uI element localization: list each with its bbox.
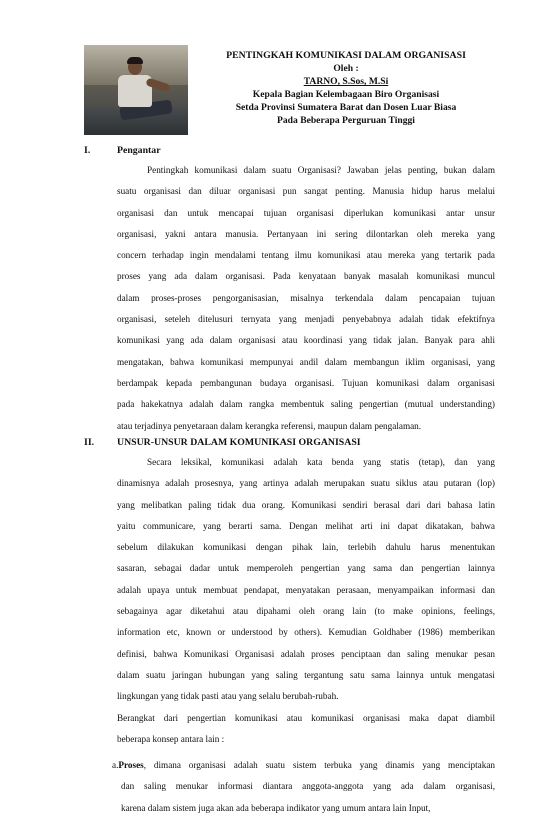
text-line: Secara leksikal, komunikasi adalah kata benda yang statis (tetap), dan yang — [147, 457, 495, 467]
list-term: Proses — [118, 760, 144, 770]
text-line: organisasi, yakni antara manusia. Pertanyaan ini sering dilontarkan oleh mereka yang — [117, 228, 495, 239]
section-1-title: Pengantar — [117, 145, 161, 156]
text-line: dan saling menukar informasi diantara anggota-anggota yang ada dalam organisasi, — [121, 781, 495, 792]
text-line: dinamisnya adalah prosesnya, yang artinya adalah merupakan suatu siklus atau putaran (lop) — [117, 478, 495, 489]
text-line: komunikasi yang ada dalam organisasi atau koordinasi yang tidak jalan. Banyak para ahli — [117, 335, 495, 346]
text-line: definisi, bahwa Komunikasi Organisasi adalah proses penciptaan dan saling menukar pesan — [117, 648, 495, 659]
author-position-2: Setda Provinsi Sumatera Barat dan Dosen Luar Biasa — [235, 102, 457, 113]
section-2-number: II. — [84, 437, 95, 448]
text-line: a.Proses, dimana organisasi adalah suatu sistem terbuka yang dinamis yang menciptakan — [112, 760, 495, 770]
text-line: atau terjadinya penyetaraan dalam kerangka referensi, maupun dalam pengalaman. — [117, 420, 422, 431]
text-line: adalah upaya untuk membuat pendapat, menyatakan perasaan, menyampaikan informasi dan — [117, 584, 495, 595]
text-line: sebagainya agar diketahui atau dipahami oleh orang lain (to make opinions, feelings, — [117, 606, 495, 617]
document-title: PENTINGKAH KOMUNIKASI DALAM ORGANISASI — [226, 50, 466, 61]
document-header — [196, 49, 496, 127]
section-2-paragraph — [117, 452, 495, 708]
text-line: berdampak kepada pembangunan budaya organisasi. Tujuan komunikasi dalam organisasi — [117, 377, 495, 388]
text-line: suatu organisasi dan diluar organisasi pun sangat penting. Manusia hidup harus melalui — [117, 186, 495, 197]
by-label: Oleh : — [333, 63, 359, 74]
author-position-3: Pada Beberapa Perguruan Tinggi — [277, 115, 415, 126]
author-photo — [84, 45, 188, 135]
text-line: dalam proses-proses pengorganisasian, misalnya terkendala dalam pencapaian tujuan — [117, 292, 495, 303]
section-2-paragraph-2 — [117, 708, 495, 751]
text-line: lingkungan yang tidak pasti atau yang selalu berubah-rubah. — [117, 691, 339, 702]
section-1-paragraph — [117, 160, 495, 437]
author-position-1: Kepala Bagian Kelembagaan Biro Organisasi — [252, 89, 440, 100]
text-line: yaitu communicare, yang berarti sama. Dengan melihat arti ini dapat dikatakan, bahwa — [117, 520, 495, 531]
text-line: beberapa konsep antara lain : — [117, 734, 225, 745]
list-label: a. — [112, 760, 119, 770]
section-1-number: I. — [84, 145, 91, 156]
text-line: organisasi, seteleh ditelusuri ternyata yang menjadi penyebabnya adalah tidak efektifnya — [117, 314, 495, 325]
text-line: organisasi dan untuk mencapai tujuan organisasi diperlukan komunikasi antar unsur — [117, 207, 495, 218]
text-line: Berangkat dari pengertian komunikasi atau komunikasi organisasi maka dapat diambil — [117, 713, 495, 723]
list-item-a — [112, 755, 495, 819]
text-line: concern terhadap ingin mendalami tentang ilmu komunikasi atau mereka yang tertarik pada — [117, 250, 495, 261]
text-line: dalam suatu jaringan hubungan yang saling tergantung satu sama lainnya untuk mengatasi — [117, 669, 495, 680]
section-2-title: UNSUR-UNSUR DALAM KOMUNIKASI ORGANISASI — [117, 437, 361, 448]
text-line: proses yang ada dalam organisasi. Pada kenyataan banyak masalah komunikasi muncul — [117, 271, 495, 282]
text-line: yang melibatkan paling tidak dua orang. Komunikasi sendiri berasal dari dari bahasa latin — [117, 499, 495, 510]
text-line: mengatakan, bahwa komunikasi mempunyai andil dalam membangun iklim organisasi, yang — [117, 356, 495, 367]
text-line: sasaran, sebagai dadar untuk memperoleh pengertian yang sama dan pengertian lainnya — [117, 563, 495, 574]
photo-figure-hair — [127, 57, 143, 64]
text-line: sebelum dilakukan komunikasi dengan pihak lain, terlebih dahulu harus menentukan — [117, 542, 495, 553]
author-name: TARNO, S.Sos, M.Si — [303, 76, 389, 87]
text-line: information etc, known or understood by others). Kemudian Goldhaber (1986) memberikan — [117, 627, 495, 638]
text-line: Pentingkah komunikasi dalam suatu Organisasi? Jawaban jelas penting, bukan dalam — [147, 165, 495, 175]
text-line: pada hakekatnya adalah dalam rangka membentuk saling pengertian (mutual understanding) — [117, 399, 495, 410]
text-line: karena dalam sistem juga akan ada beberapa indikator yang umum antara lain Input, — [121, 802, 431, 813]
